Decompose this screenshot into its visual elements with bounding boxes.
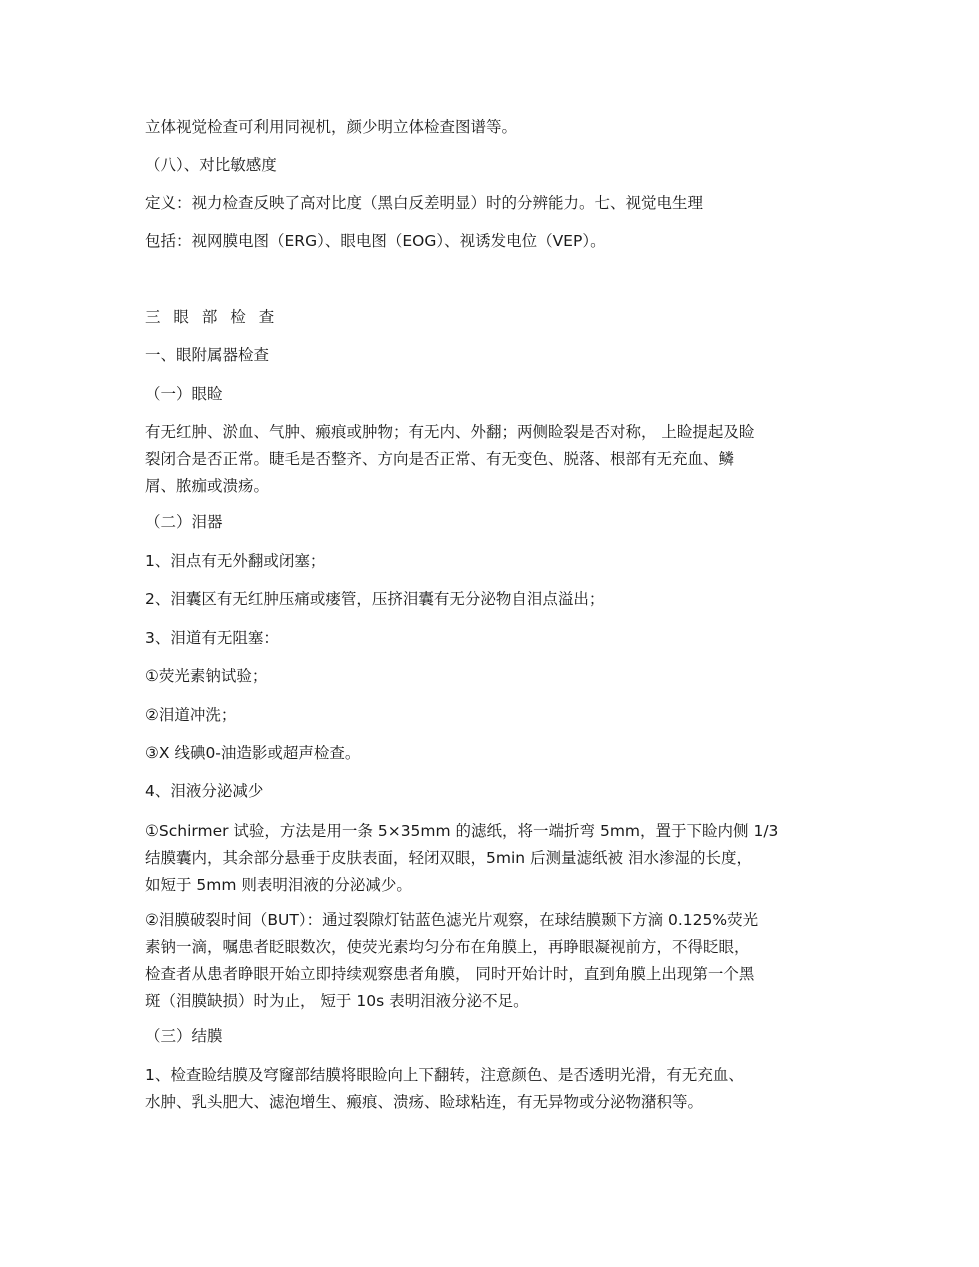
conjunctiva-heading: （三）结膜	[145, 1027, 223, 1045]
but-paragraph	[145, 907, 845, 1015]
section-title: 三 眼 部 检 查	[145, 308, 279, 326]
conjunctiva-paragraph	[145, 1062, 845, 1116]
stereo-vision-line: 立体视觉检查可利用同视机，颜少明立体检查图谱等。	[145, 118, 518, 136]
includes-line: 包括：视网膜电图（ERG）、眼电图（EOG）、视诱发电位（VEP）。	[145, 232, 606, 250]
sub-item: ③X 线碘0-油造影或超声检查。	[145, 744, 361, 762]
schirmer-paragraph	[145, 818, 845, 899]
sub-item: ②泪道冲洗；	[145, 706, 237, 724]
paragraph-line: 水肿、乳头肥大、滤泡增生、瘢痕、溃疡、睑球粘连，有无异物或分泌物潴积等。	[145, 1093, 704, 1111]
list-item: 3、泪道有无阻塞：	[145, 629, 279, 647]
list-item: 2、泪囊区有无红肿压痛或瘘管，压挤泪囊有无分泌物自泪点溢出；	[145, 590, 605, 608]
definition-line: 定义：视力检查反映了高对比度（黑白反差明显）时的分辨能力。七、视觉电生理	[145, 194, 704, 212]
eyelid-paragraph	[145, 419, 845, 500]
contrast-sensitivity-heading: （八）、对比敏感度	[145, 156, 277, 174]
paragraph-line: 如短于 5mm 则表明泪液的分泌减少。	[145, 876, 412, 894]
paragraph-line: 结膜囊内，其余部分悬垂于皮肤表面，轻闭双眼，5min 后测量滤纸被 泪水渗湿的长度，	[145, 849, 752, 867]
sub-item: ①荧光素钠试验；	[145, 667, 268, 685]
list-item: 1、泪点有无外翻或闭塞；	[145, 552, 326, 570]
paragraph-line: 屑、脓痂或溃疡。	[145, 477, 270, 495]
paragraph-line: 斑（泪膜缺损）时为止， 短于 10s 表明泪液分泌不足。	[145, 992, 529, 1010]
paragraph-line: ①Schirmer 试验，方法是用一条 5×35mm 的滤纸，将一端折弯 5mm，置于下睑内侧 1/3	[145, 822, 779, 840]
paragraph-line: 裂闭合是否正常。睫毛是否整齐、方向是否正常、有无变色、脱落、根部有无充血、鳞	[145, 450, 735, 468]
list-item: 4、泪液分泌减少	[145, 782, 264, 800]
paragraph-line: 检查者从患者睁眼开始立即持续观察患者角膜， 同时开始计时，直到角膜上出现第一个黑	[145, 965, 755, 983]
paragraph-line: ②泪膜破裂时间（BUT）：通过裂隙灯钴蓝色滤光片观察，在球结膜颞下方滴 0.125%荧光	[145, 911, 759, 929]
lacrimal-heading: （二）泪器	[145, 513, 223, 531]
paragraph-line: 1、检查睑结膜及穹窿部结膜将眼睑向上下翻转，注意颜色、是否透明光滑，有无充血、	[145, 1066, 744, 1084]
paragraph-line: 有无红肿、淤血、气肿、瘢痕或肿物；有无内、外翻；两侧睑裂是否对称， 上睑提起及睑	[145, 423, 755, 441]
adnexa-heading: 一、眼附属器检查	[145, 346, 270, 364]
paragraph-line: 素钠一滴，嘱患者眨眼数次，使荧光素均匀分布在角膜上，再睁眼凝视前方，不得眨眼，	[145, 938, 750, 956]
eyelid-heading: （一）眼睑	[145, 385, 223, 403]
